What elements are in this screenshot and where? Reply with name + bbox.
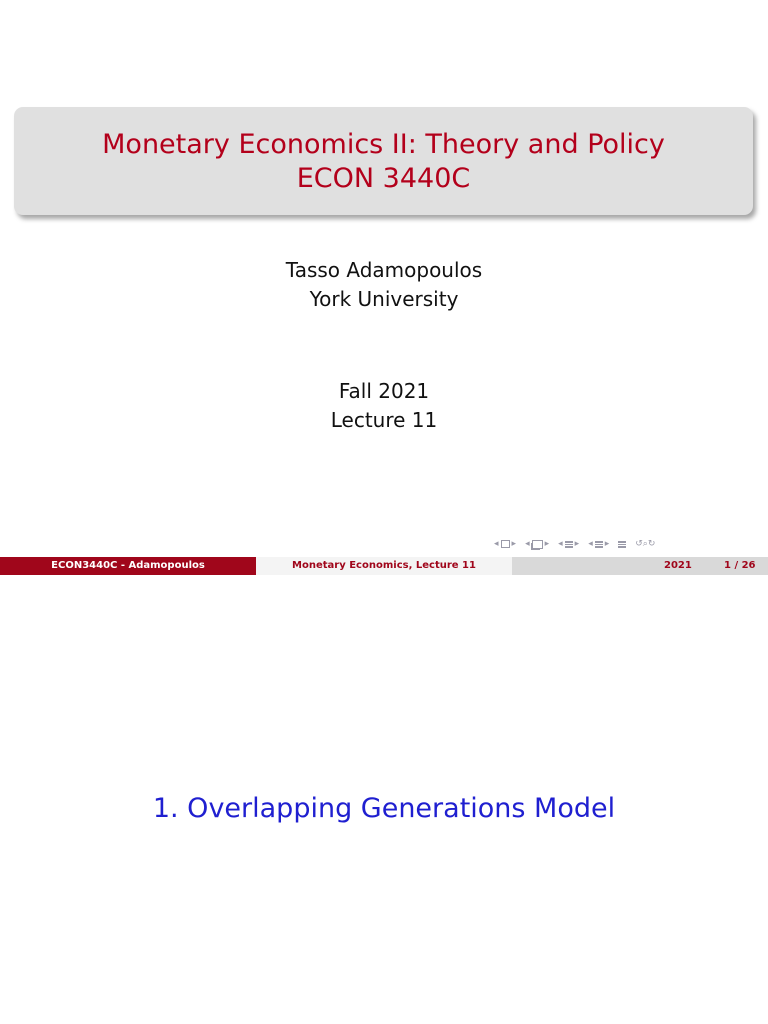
term-label: Fall 2021	[338, 379, 430, 403]
slide-title: Monetary Economics II: Theory and Policy	[102, 129, 665, 160]
nav-subsection-icon[interactable]: ◂ ▸	[525, 539, 550, 549]
footer-right	[512, 557, 768, 575]
section-title: 1. Overlapping Generations Model	[152, 793, 616, 824]
footer-author: ECON3440C - Adamopoulos	[0, 557, 256, 575]
footer-page-number: 1 / 26	[724, 560, 756, 571]
institute-name: York University	[309, 287, 459, 311]
footer-year: 2021	[664, 560, 692, 571]
slide-footer	[0, 557, 768, 575]
beamer-navigation	[494, 537, 661, 551]
nav-subsubsection-icon[interactable]: ◂ ▸	[588, 539, 610, 549]
lecture-label: Lecture 11	[330, 408, 438, 432]
nav-search-icon[interactable]: ↺⌕↻	[635, 539, 656, 549]
author-name: Tasso Adamopoulos	[285, 258, 483, 282]
nav-section-icon[interactable]: ◂ ▸	[558, 539, 580, 549]
footer-title: Monetary Economics, Lecture 11	[256, 557, 512, 575]
course-code: ECON 3440C	[296, 163, 471, 194]
nav-document-icon[interactable]	[618, 541, 626, 548]
title-box	[14, 107, 753, 215]
nav-frame-icon[interactable]: ◂ ▸	[494, 539, 517, 549]
